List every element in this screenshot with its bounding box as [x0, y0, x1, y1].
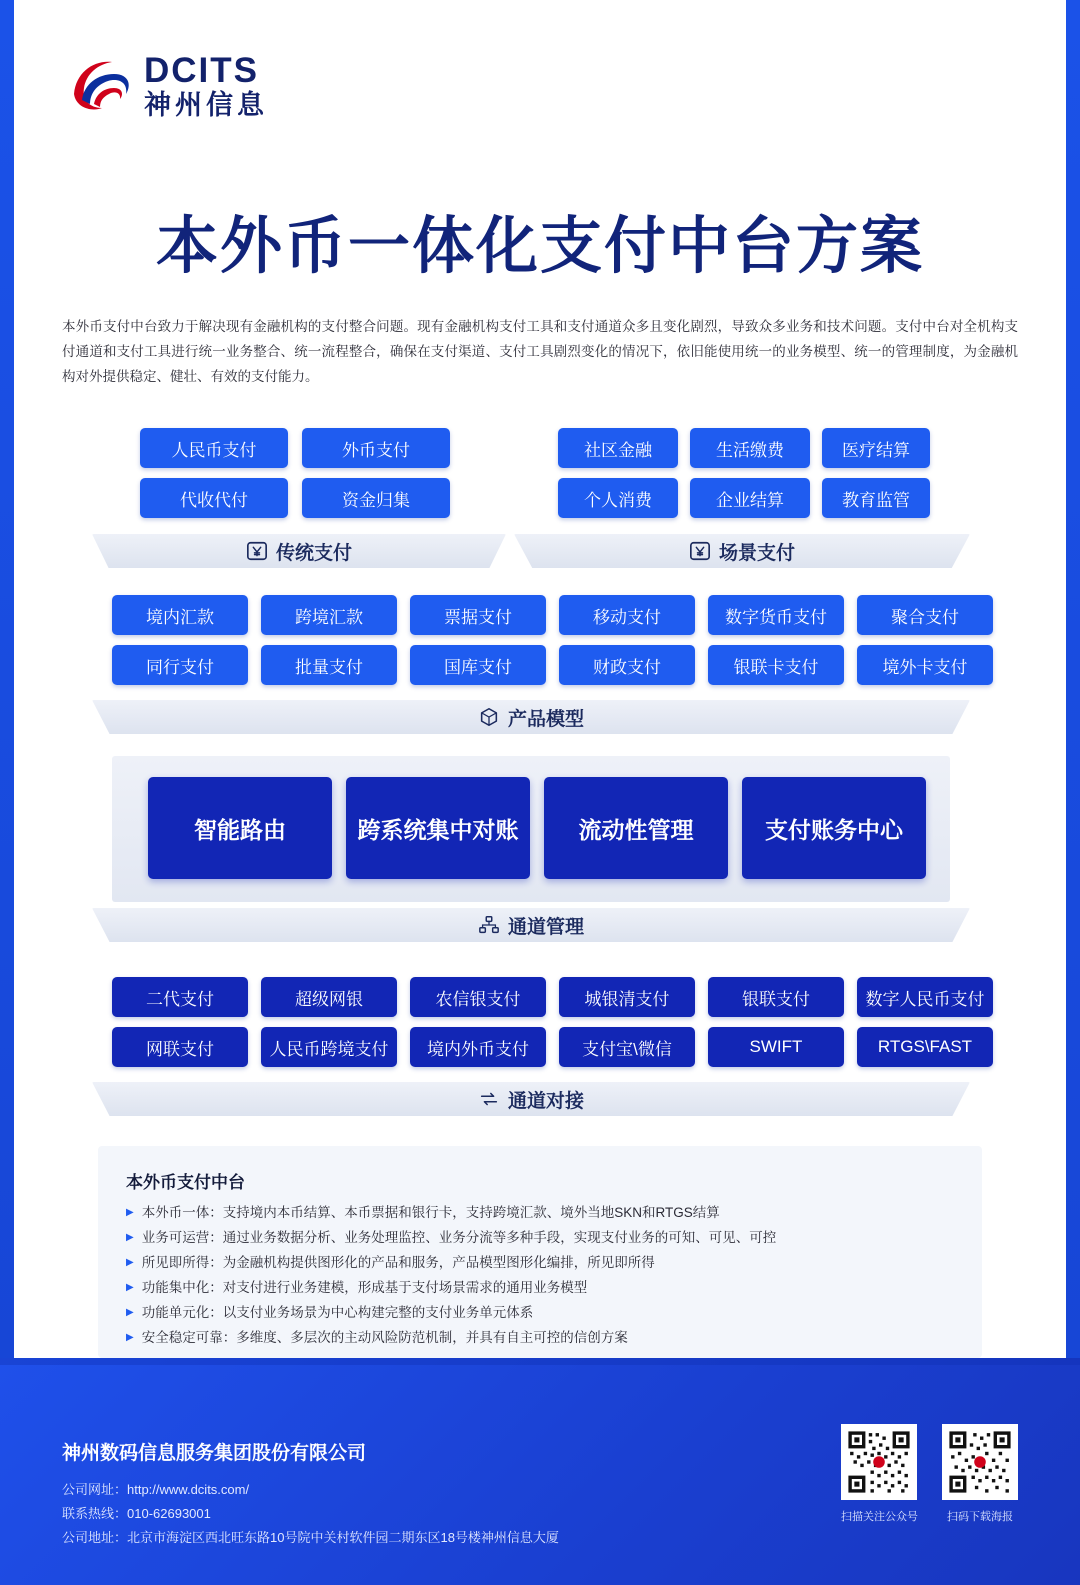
qr-caption: 扫码下载海报: [947, 1511, 1013, 1523]
chip-item[interactable]: 城银清支付: [559, 977, 695, 1017]
qr-code-area: [841, 1424, 1018, 1524]
chip-item[interactable]: 移动支付: [559, 595, 695, 635]
qr-item: [942, 1424, 1018, 1524]
intro-paragraph: 本外币支付中台致力于解决现有金融机构的支付整合问题。现有金融机构支付工具和支付通道众多且变化剧烈，导致众多业务和技术问题。支付中台对全机构支付通道和支付工具进行统一业务整合、统一流程整合，确保在支付渠道、支付工具剧烈变化的情况下，依旧能使用统一的业务模型、统一的管理制度，为金融机构对外提供稳定、健壮、有效的支付能力。: [62, 319, 1018, 384]
feature-panel-title: 本外币支付中台: [126, 1173, 245, 1192]
bullet-text: 所见即所得：为金融机构提供图形化的产品和服务，产品模型图形化编排，所见即所得: [141, 1255, 655, 1270]
shelf-label-text: 通道对接: [507, 1090, 584, 1112]
traditional-shelf-label: [92, 534, 506, 568]
shelf-label-text: 场景支付: [718, 542, 795, 564]
scenario-chip-grid: [558, 428, 930, 518]
chip-item[interactable]: 财政支付: [559, 645, 695, 685]
chip-item[interactable]: 支付宝\微信: [559, 1027, 695, 1067]
chip-item[interactable]: 教育监管: [822, 478, 930, 518]
chip-item[interactable]: 银联卡支付: [708, 645, 844, 685]
bullet-item: [126, 1325, 946, 1350]
shelf-label-text: 传统支付: [275, 542, 352, 564]
bullet-item: [126, 1275, 946, 1300]
scenario-shelf-label: [514, 534, 970, 568]
chip-item[interactable]: 二代支付: [112, 977, 248, 1017]
chip-item[interactable]: RTGS\FAST: [857, 1027, 993, 1067]
qr-caption: 扫描关注公众号: [841, 1511, 918, 1523]
footer-hotline: 联系热线：010-62693001: [62, 1506, 211, 1521]
big-chip-item[interactable]: 跨系统集中对账: [346, 777, 530, 879]
chip-item[interactable]: 银联支付: [708, 977, 844, 1017]
footer-website[interactable]: 公司网址：http://www.dcits.com/: [62, 1482, 250, 1497]
brand-name-cn: 神州信息: [144, 90, 268, 121]
bullet-text: 功能单元化：以支付业务场景为中心构建完整的支付业务单元体系: [141, 1305, 534, 1320]
footer-company-name: 神州数码信息服务集团股份有限公司: [62, 1443, 367, 1464]
bullet-text: 功能集中化：对支付进行业务建模，形成基于支付场景需求的通用业务模型: [141, 1280, 588, 1295]
channel-docking-chip-grid: [112, 977, 993, 1067]
product-model-shelf-label: [92, 700, 970, 734]
big-chip-item[interactable]: 智能路由: [148, 777, 332, 879]
triangle-bullet-icon: ▶: [126, 1232, 134, 1243]
footer-address: 公司地址：北京市海淀区西北旺东路10号院中关村软件园二期东区18号楼神州信息大厦: [62, 1530, 559, 1545]
triangle-bullet-icon: ▶: [126, 1207, 134, 1218]
page-title: 本外币一体化支付中台方案: [155, 212, 924, 281]
bullet-item: [126, 1300, 946, 1325]
chip-item[interactable]: 人民币支付: [140, 428, 288, 468]
bullet-item: [126, 1200, 946, 1225]
shelf-label-text: 通道管理: [507, 916, 584, 938]
exchange-icon: [478, 1088, 500, 1110]
yuan-currency-icon: [689, 540, 711, 562]
bullet-item: [126, 1250, 946, 1275]
chip-item[interactable]: 超级网银: [261, 977, 397, 1017]
chip-item[interactable]: 人民币跨境支付: [261, 1027, 397, 1067]
chip-item[interactable]: 农信银支付: [410, 977, 546, 1017]
traditional-chip-grid: [140, 428, 450, 518]
footer-accent-bar: [0, 1358, 1080, 1365]
cube-icon: [478, 706, 500, 728]
channel-management-grid: [148, 777, 926, 879]
big-chip-item[interactable]: 支付账务中心: [742, 777, 926, 879]
footer-contact-block: [62, 1478, 559, 1550]
hierarchy-icon: [478, 914, 500, 936]
dcits-swirl-icon: [68, 54, 134, 120]
product-model-chip-grid: [112, 595, 993, 685]
qr-code-poster-download[interactable]: [942, 1424, 1018, 1500]
bullet-item: [126, 1225, 946, 1250]
chip-item[interactable]: 同行支付: [112, 645, 248, 685]
shelf-label-text: 产品模型: [507, 708, 584, 730]
bullet-text: 安全稳定可靠：多维度、多层次的主动风险防范机制，并具有自主可控的信创方案: [141, 1330, 628, 1345]
feature-bullet-list: [126, 1200, 946, 1350]
triangle-bullet-icon: ▶: [126, 1257, 134, 1268]
qr-code-icon: [946, 1428, 1014, 1496]
qr-code-icon: [845, 1428, 913, 1496]
brand-name-en: DCITS: [144, 51, 259, 90]
chip-item[interactable]: 生活缴费: [690, 428, 810, 468]
channel-docking-shelf-label: [92, 1082, 970, 1116]
chip-item[interactable]: 跨境汇款: [261, 595, 397, 635]
chip-item[interactable]: 数字人民币支付: [857, 977, 993, 1017]
chip-item[interactable]: 资金归集: [302, 478, 450, 518]
qr-item: [841, 1424, 918, 1524]
chip-item[interactable]: 国库支付: [410, 645, 546, 685]
chip-item[interactable]: 境内汇款: [112, 595, 248, 635]
chip-item[interactable]: 代收代付: [140, 478, 288, 518]
chip-item[interactable]: 外币支付: [302, 428, 450, 468]
chip-item[interactable]: 医疗结算: [822, 428, 930, 468]
chip-item[interactable]: 数字货币支付: [708, 595, 844, 635]
chip-item[interactable]: 社区金融: [558, 428, 678, 468]
chip-item[interactable]: 聚合支付: [857, 595, 993, 635]
yuan-currency-icon: [246, 540, 268, 562]
triangle-bullet-icon: ▶: [126, 1332, 134, 1343]
chip-item[interactable]: 境外卡支付: [857, 645, 993, 685]
chip-item[interactable]: SWIFT: [708, 1027, 844, 1067]
chip-item[interactable]: 企业结算: [690, 478, 810, 518]
chip-item[interactable]: 网联支付: [112, 1027, 248, 1067]
chip-item[interactable]: 批量支付: [261, 645, 397, 685]
chip-item[interactable]: 个人消费: [558, 478, 678, 518]
chip-item[interactable]: 票据支付: [410, 595, 546, 635]
channel-management-shelf-label: [92, 908, 970, 942]
triangle-bullet-icon: ▶: [126, 1307, 134, 1318]
big-chip-item[interactable]: 流动性管理: [544, 777, 728, 879]
bullet-text: 业务可运营：通过业务数据分析、业务处理监控、业务分流等多种手段，实现支付业务的可知、可见、可控: [141, 1230, 777, 1245]
triangle-bullet-icon: ▶: [126, 1282, 134, 1293]
brand-logo: [68, 52, 268, 121]
bullet-text: 本外币一体：支持境内本币结算、本币票据和银行卡，支持跨境汇款、境外当地SKN和RTGS结算: [141, 1205, 720, 1220]
qr-code-public-account[interactable]: [841, 1424, 917, 1500]
chip-item[interactable]: 境内外币支付: [410, 1027, 546, 1067]
